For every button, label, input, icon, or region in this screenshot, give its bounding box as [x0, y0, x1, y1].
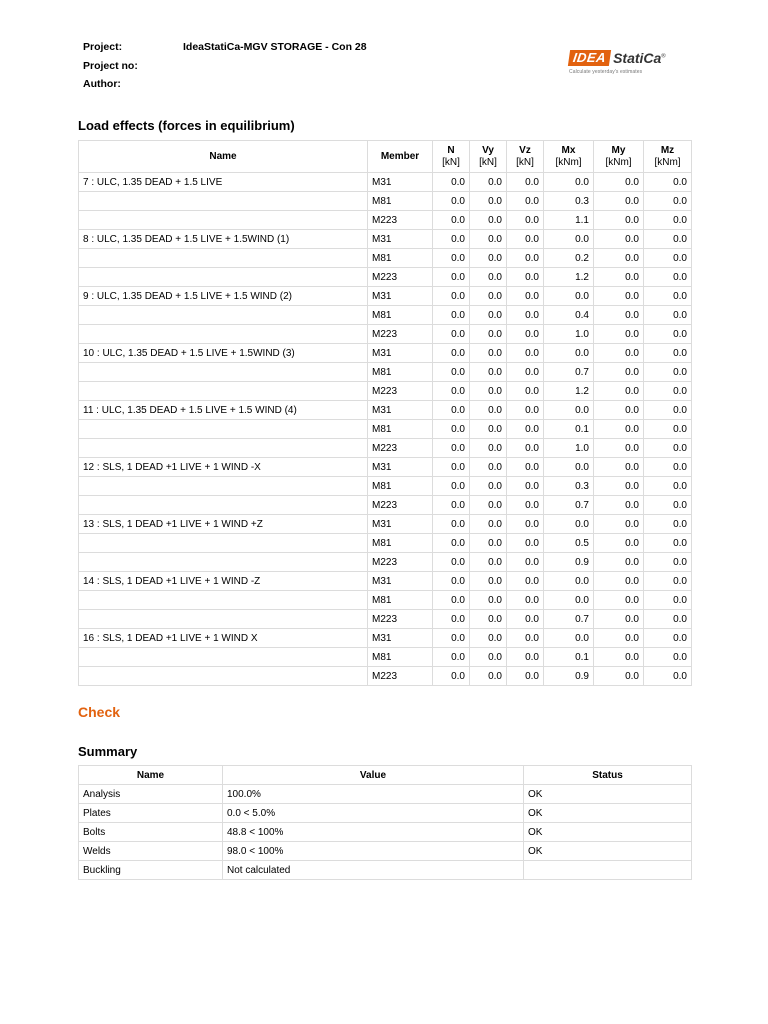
table-cell: 0.0 [594, 306, 644, 325]
table-cell: 0.0 [594, 591, 644, 610]
table-cell: 0.0 [644, 534, 692, 553]
table-row [79, 401, 692, 420]
table-cell: 0.0 [507, 211, 544, 230]
column-header: Status [524, 766, 692, 785]
table-cell: 11 : ULC, 1.35 DEAD + 1.5 LIVE + 1.5 WIND (4) [79, 401, 368, 420]
table-cell: 0.0 [470, 572, 507, 591]
table-cell: 0.4 [544, 306, 594, 325]
table-cell: 0.0 [507, 572, 544, 591]
table-cell: 0.0 [544, 287, 594, 306]
table-cell: 100.0% [223, 785, 524, 804]
table-cell: 0.2 [544, 249, 594, 268]
table-cell: 0.0 [507, 534, 544, 553]
column-header: My [kNm] [594, 141, 644, 173]
table-row [79, 861, 692, 880]
project-label: Project: [83, 41, 123, 53]
table-cell: 0.0 [433, 667, 470, 686]
table-cell: 0.0 [644, 515, 692, 534]
table-cell: 0.0 [433, 439, 470, 458]
table-cell: 0.0 [544, 344, 594, 363]
table-cell: M223 [368, 211, 433, 230]
table-cell: 0.0 [433, 211, 470, 230]
table-cell: OK [524, 785, 692, 804]
logo-word: StatiCa® [613, 50, 666, 66]
table-row [79, 534, 692, 553]
table-row [79, 268, 692, 287]
table-row [79, 306, 692, 325]
table-cell: 0.0 [470, 515, 507, 534]
table-cell: 0.0 [644, 230, 692, 249]
table-header-row [79, 141, 692, 173]
table-cell: 0.0 [644, 591, 692, 610]
table-cell [79, 534, 368, 553]
logo-mark: IDEA [568, 50, 611, 66]
table-cell: 0.0 [433, 287, 470, 306]
column-header: Vy [kN] [470, 141, 507, 173]
table-row [79, 249, 692, 268]
table-cell: 0.0 [470, 268, 507, 287]
table-row [79, 382, 692, 401]
table-cell: 48.8 < 100% [223, 823, 524, 842]
table-cell: 0.0 [470, 230, 507, 249]
table-cell: 0.0 [507, 325, 544, 344]
table-cell: 0.7 [544, 496, 594, 515]
table-row [79, 420, 692, 439]
table-cell: 0.0 [433, 325, 470, 344]
table-cell: M81 [368, 192, 433, 211]
table-cell: 0.0 [594, 439, 644, 458]
table-cell: 0.0 [470, 344, 507, 363]
table-cell: 1.0 [544, 325, 594, 344]
table-cell: 98.0 < 100% [223, 842, 524, 861]
table-cell [79, 420, 368, 439]
table-cell: 0.0 < 5.0% [223, 804, 524, 823]
table-cell: 10 : ULC, 1.35 DEAD + 1.5 LIVE + 1.5WIND (3) [79, 344, 368, 363]
table-row [79, 515, 692, 534]
table-cell: 0.0 [507, 553, 544, 572]
table-cell: 0.1 [544, 648, 594, 667]
table-cell: 0.0 [507, 515, 544, 534]
table-cell: 0.0 [594, 648, 644, 667]
table-cell: 0.0 [470, 496, 507, 515]
table-cell: M223 [368, 553, 433, 572]
table-cell: 0.0 [594, 325, 644, 344]
table-cell: 0.0 [433, 572, 470, 591]
table-cell: OK [524, 804, 692, 823]
table-cell: 0.0 [470, 610, 507, 629]
table-cell: M31 [368, 572, 433, 591]
table-cell: M223 [368, 610, 433, 629]
table-cell: 0.0 [594, 667, 644, 686]
table-cell: 0.0 [644, 382, 692, 401]
load-effects-table [78, 140, 692, 686]
table-cell: 0.5 [544, 534, 594, 553]
table-cell: M81 [368, 477, 433, 496]
table-cell: M223 [368, 325, 433, 344]
table-cell: 0.0 [544, 515, 594, 534]
table-cell: 0.0 [644, 648, 692, 667]
table-cell: 0.0 [544, 401, 594, 420]
table-cell: M31 [368, 629, 433, 648]
table-cell: 0.0 [470, 325, 507, 344]
table-cell: 0.1 [544, 420, 594, 439]
table-cell [79, 192, 368, 211]
table-cell: M81 [368, 306, 433, 325]
table-cell: 8 : ULC, 1.35 DEAD + 1.5 LIVE + 1.5WIND (1) [79, 230, 368, 249]
table-cell: 0.0 [470, 420, 507, 439]
table-cell: 0.0 [470, 287, 507, 306]
table-cell: 0.0 [594, 572, 644, 591]
table-cell: 0.0 [470, 477, 507, 496]
table-cell: 0.0 [644, 268, 692, 287]
table-cell: M31 [368, 173, 433, 192]
table-cell: 1.2 [544, 382, 594, 401]
table-cell [79, 382, 368, 401]
table-cell: 0.0 [507, 287, 544, 306]
table-cell: 0.0 [644, 553, 692, 572]
table-row [79, 591, 692, 610]
table-cell: 0.0 [470, 306, 507, 325]
table-cell: 0.0 [433, 344, 470, 363]
table-row [79, 823, 692, 842]
table-cell: 0.0 [470, 629, 507, 648]
table-cell [79, 363, 368, 382]
table-cell: 0.0 [433, 249, 470, 268]
table-cell [79, 477, 368, 496]
table-cell: 0.0 [470, 648, 507, 667]
table-cell: 14 : SLS, 1 DEAD +1 LIVE + 1 WIND -Z [79, 572, 368, 591]
table-cell: 0.0 [507, 667, 544, 686]
table-cell: 0.0 [644, 572, 692, 591]
table-cell: 0.0 [433, 553, 470, 572]
table-cell: 0.0 [433, 306, 470, 325]
logo-tagline: Calculate yesterday's estimates [569, 69, 643, 75]
table-cell: 0.0 [644, 420, 692, 439]
table-cell: 0.0 [594, 382, 644, 401]
table-cell: 0.0 [433, 192, 470, 211]
table-cell: M81 [368, 363, 433, 382]
table-cell: 0.0 [433, 382, 470, 401]
table-cell: 0.0 [433, 648, 470, 667]
table-cell: 0.0 [644, 192, 692, 211]
table-cell: 9 : ULC, 1.35 DEAD + 1.5 LIVE + 1.5 WIND (2) [79, 287, 368, 306]
table-cell: 0.0 [507, 192, 544, 211]
table-cell: 0.0 [470, 439, 507, 458]
table-cell: 0.0 [507, 496, 544, 515]
table-cell: 0.0 [594, 363, 644, 382]
table-cell [79, 211, 368, 230]
table-cell: 0.0 [644, 477, 692, 496]
table-cell: 0.0 [470, 591, 507, 610]
table-cell: 0.0 [433, 458, 470, 477]
table-cell: 0.0 [507, 230, 544, 249]
table-cell: 0.0 [470, 211, 507, 230]
table-cell: 0.0 [594, 192, 644, 211]
table-cell: 0.0 [594, 515, 644, 534]
table-cell: Welds [79, 842, 223, 861]
table-cell: 0.0 [507, 648, 544, 667]
table-cell: 13 : SLS, 1 DEAD +1 LIVE + 1 WIND +Z [79, 515, 368, 534]
table-row [79, 496, 692, 515]
summary-title: Summary [78, 744, 138, 759]
table-cell [79, 591, 368, 610]
table-row [79, 629, 692, 648]
table-cell: 0.0 [470, 534, 507, 553]
table-cell: M223 [368, 268, 433, 287]
company-logo [569, 50, 689, 82]
table-cell: 0.0 [544, 591, 594, 610]
table-cell: OK [524, 842, 692, 861]
table-cell: M223 [368, 667, 433, 686]
table-cell: 0.0 [433, 496, 470, 515]
table-cell [79, 667, 368, 686]
table-cell: 0.0 [433, 591, 470, 610]
summary-table [78, 765, 692, 880]
table-cell: 0.0 [644, 629, 692, 648]
column-header: Mz [kNm] [644, 141, 692, 173]
table-cell [79, 496, 368, 515]
table-cell: 16 : SLS, 1 DEAD +1 LIVE + 1 WIND X [79, 629, 368, 648]
table-cell: 0.0 [644, 401, 692, 420]
table-cell: 12 : SLS, 1 DEAD +1 LIVE + 1 WIND -X [79, 458, 368, 477]
table-cell: 0.0 [644, 344, 692, 363]
table-cell: 0.0 [594, 287, 644, 306]
table-cell: 0.0 [594, 268, 644, 287]
table-cell: 0.0 [470, 192, 507, 211]
table-cell: 0.0 [594, 230, 644, 249]
table-row [79, 842, 692, 861]
table-row [79, 211, 692, 230]
column-header: Mx [kNm] [544, 141, 594, 173]
table-cell: 0.0 [470, 667, 507, 686]
table-cell: 0.0 [507, 458, 544, 477]
table-cell: OK [524, 823, 692, 842]
table-cell: M81 [368, 420, 433, 439]
table-cell: 0.0 [507, 268, 544, 287]
table-cell: 0.0 [544, 572, 594, 591]
table-cell: M223 [368, 439, 433, 458]
table-cell: 1.1 [544, 211, 594, 230]
table-cell: 0.0 [594, 401, 644, 420]
table-cell: 0.0 [644, 287, 692, 306]
table-cell: 0.0 [644, 667, 692, 686]
table-cell: 0.0 [644, 363, 692, 382]
table-row [79, 477, 692, 496]
table-cell: 0.0 [433, 515, 470, 534]
table-row [79, 667, 692, 686]
table-cell: 0.7 [544, 610, 594, 629]
table-cell: 0.0 [470, 363, 507, 382]
table-row [79, 173, 692, 192]
table-cell: 0.0 [594, 629, 644, 648]
table-row [79, 192, 692, 211]
table-cell: 0.0 [433, 610, 470, 629]
column-header: Value [223, 766, 524, 785]
table-cell: M81 [368, 591, 433, 610]
table-cell: 0.0 [507, 420, 544, 439]
table-cell: 0.0 [507, 173, 544, 192]
table-cell: 7 : ULC, 1.35 DEAD + 1.5 LIVE [79, 173, 368, 192]
table-cell: 0.0 [433, 401, 470, 420]
table-cell: 0.0 [644, 211, 692, 230]
table-cell: 0.0 [433, 477, 470, 496]
table-row [79, 458, 692, 477]
table-cell: 0.0 [594, 173, 644, 192]
table-cell: 0.0 [594, 420, 644, 439]
check-title: Check [78, 704, 121, 720]
table-cell [79, 249, 368, 268]
table-cell: 0.0 [644, 249, 692, 268]
column-header: Name [79, 141, 368, 173]
table-cell [79, 439, 368, 458]
table-cell: 0.0 [644, 439, 692, 458]
table-cell: 0.0 [433, 629, 470, 648]
table-row [79, 553, 692, 572]
table-cell: 0.0 [433, 534, 470, 553]
table-cell: 0.0 [507, 363, 544, 382]
table-cell: 0.0 [507, 610, 544, 629]
table-cell: 0.0 [544, 629, 594, 648]
table-cell: 0.3 [544, 192, 594, 211]
table-cell: 0.0 [644, 458, 692, 477]
table-cell: 0.0 [644, 610, 692, 629]
table-cell: 0.0 [470, 553, 507, 572]
table-cell: 0.0 [470, 401, 507, 420]
table-cell: 0.0 [594, 344, 644, 363]
table-cell: M31 [368, 230, 433, 249]
table-cell: 0.0 [470, 458, 507, 477]
table-cell: 0.0 [470, 249, 507, 268]
table-cell: M223 [368, 382, 433, 401]
table-cell: 0.0 [594, 534, 644, 553]
table-row [79, 363, 692, 382]
table-cell [79, 268, 368, 287]
table-row [79, 287, 692, 306]
table-cell: 0.0 [507, 591, 544, 610]
table-cell: 0.0 [433, 173, 470, 192]
table-cell: 0.0 [507, 477, 544, 496]
author-label: Author: [83, 78, 121, 90]
table-cell [79, 553, 368, 572]
project-no-label: Project no: [83, 59, 138, 72]
project-value: IdeaStatiCa-MGV STORAGE - Con 28 [183, 41, 367, 53]
load-effects-title: Load effects (forces in equilibrium) [78, 118, 295, 133]
table-row [79, 785, 692, 804]
table-cell: M31 [368, 515, 433, 534]
column-header: Member [368, 141, 433, 173]
table-cell: 0.0 [594, 553, 644, 572]
table-cell: 0.0 [594, 249, 644, 268]
column-header: Vz [kN] [507, 141, 544, 173]
table-cell: 0.0 [507, 401, 544, 420]
table-cell: 0.0 [594, 610, 644, 629]
table-cell: 0.0 [433, 230, 470, 249]
column-header: N [kN] [433, 141, 470, 173]
table-cell: M31 [368, 458, 433, 477]
table-cell: 0.0 [644, 325, 692, 344]
table-row [79, 344, 692, 363]
table-cell: 0.9 [544, 553, 594, 572]
table-cell [79, 325, 368, 344]
table-cell: M81 [368, 249, 433, 268]
table-cell: 1.2 [544, 268, 594, 287]
table-cell: 0.0 [544, 173, 594, 192]
table-cell: Not calculated [223, 861, 524, 880]
table-cell: M31 [368, 344, 433, 363]
table-cell [79, 610, 368, 629]
table-cell [79, 306, 368, 325]
table-cell: 0.0 [594, 458, 644, 477]
table-cell: 0.0 [433, 420, 470, 439]
table-row [79, 325, 692, 344]
table-cell [79, 648, 368, 667]
table-cell: 0.0 [507, 382, 544, 401]
table-cell: M31 [368, 401, 433, 420]
column-header: Name [79, 766, 223, 785]
table-cell: 0.0 [594, 477, 644, 496]
table-cell: 0.0 [644, 306, 692, 325]
table-cell: 0.3 [544, 477, 594, 496]
table-cell: 0.0 [594, 496, 644, 515]
table-cell: 0.0 [544, 230, 594, 249]
table-cell: 0.0 [507, 344, 544, 363]
table-row [79, 572, 692, 591]
table-cell: Buckling [79, 861, 223, 880]
table-cell: 0.9 [544, 667, 594, 686]
table-cell: M223 [368, 496, 433, 515]
table-cell: 0.0 [470, 173, 507, 192]
table-row [79, 610, 692, 629]
table-cell: 0.0 [544, 458, 594, 477]
table-cell: 0.0 [644, 496, 692, 515]
table-cell: M81 [368, 648, 433, 667]
table-row [79, 648, 692, 667]
table-cell: 0.0 [594, 211, 644, 230]
table-cell: 0.0 [433, 363, 470, 382]
report-header [83, 38, 367, 94]
table-cell [524, 861, 692, 880]
table-cell: Analysis [79, 785, 223, 804]
table-cell: 0.0 [470, 382, 507, 401]
table-header-row [79, 766, 692, 785]
table-row [79, 230, 692, 249]
table-cell: 0.0 [507, 249, 544, 268]
table-cell: M31 [368, 287, 433, 306]
table-cell: 0.0 [433, 268, 470, 287]
table-cell: 0.0 [507, 306, 544, 325]
table-row [79, 439, 692, 458]
table-cell: Plates [79, 804, 223, 823]
table-cell: 0.0 [507, 629, 544, 648]
table-cell: 0.0 [644, 173, 692, 192]
table-cell: 1.0 [544, 439, 594, 458]
table-cell: M81 [368, 534, 433, 553]
table-cell: 0.7 [544, 363, 594, 382]
table-row [79, 804, 692, 823]
table-cell: 0.0 [507, 439, 544, 458]
table-cell: Bolts [79, 823, 223, 842]
